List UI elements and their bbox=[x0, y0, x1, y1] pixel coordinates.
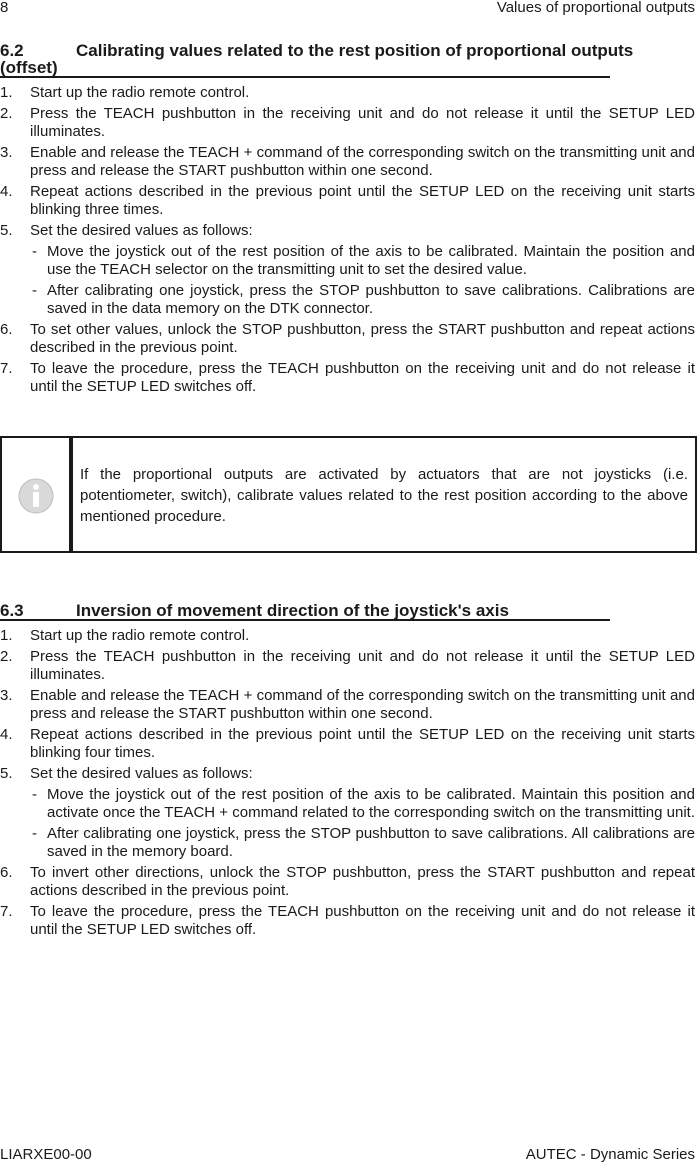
section-heading bbox=[0, 602, 610, 621]
sub-step-text: Move the joystick out of the rest position of the axis to be calibrated. Maintain this position and activate once the TEACH + command related to the corresponding switch on the transmitting unit. bbox=[47, 786, 695, 821]
step-item bbox=[0, 360, 697, 396]
dash-bullet: - bbox=[32, 786, 37, 803]
step-text: Repeat actions described in the previous point until the SETUP LED on the receiving unit starts blinking three times. bbox=[30, 183, 695, 218]
step-item bbox=[0, 183, 697, 219]
step-text: Press the TEACH pushbutton in the receiving unit and do not release it until the SETUP LED illuminates. bbox=[30, 105, 695, 140]
step-number: 6. bbox=[0, 864, 13, 881]
sub-step-item bbox=[30, 282, 695, 318]
sub-step-list bbox=[30, 243, 695, 318]
step-text: To leave the procedure, press the TEACH pushbutton on the receiving unit and do not release it until the SETUP LED switches off. bbox=[30, 903, 695, 938]
section-number: 6.2 bbox=[0, 41, 24, 60]
section-heading bbox=[0, 41, 634, 78]
step-number: 5. bbox=[0, 222, 13, 239]
section-6-3 bbox=[0, 602, 697, 939]
step-text: Start up the radio remote control. bbox=[30, 627, 250, 644]
step-number: 4. bbox=[0, 726, 13, 743]
step-number: 2. bbox=[0, 105, 13, 122]
section-title: Calibrating values related to the rest position of proportional outputs bbox=[76, 41, 634, 60]
sub-step-item bbox=[30, 825, 695, 861]
step-number: 7. bbox=[0, 360, 13, 377]
sub-step-item bbox=[30, 243, 695, 279]
section-title: Inversion of movement direction of the joystick's axis bbox=[76, 601, 509, 620]
page-header bbox=[0, 0, 697, 22]
step-item bbox=[0, 726, 697, 762]
note-text: If the proportional outputs are activated by actuators that are not joysticks (i.e. potentiometer, switch), calibrate values related to the rest position according to the above mentioned procedure. bbox=[80, 466, 688, 525]
sub-step-text: After calibrating one joystick, press the STOP pushbutton to save calibrations. Calibrations are saved in the data memory on the DTK connector. bbox=[47, 282, 695, 317]
step-text: Set the desired values as follows: bbox=[30, 222, 253, 239]
dash-bullet: - bbox=[32, 825, 37, 842]
step-number: 2. bbox=[0, 648, 13, 665]
dash-bullet: - bbox=[32, 282, 37, 299]
company-name: AUTEC - Dynamic Series bbox=[525, 1146, 695, 1163]
step-item bbox=[0, 222, 697, 318]
step-item bbox=[0, 144, 697, 180]
step-text: To invert other directions, unlock the STOP pushbutton, press the START pushbutton and repeat actions described in the previous point. bbox=[30, 864, 695, 899]
step-item bbox=[0, 84, 697, 102]
step-item bbox=[0, 105, 697, 141]
step-number: 5. bbox=[0, 765, 13, 782]
section-number: 6.3 bbox=[0, 601, 24, 620]
step-item bbox=[0, 687, 697, 723]
step-item bbox=[0, 648, 697, 684]
document-code: LIARXE00-00 bbox=[0, 1146, 92, 1163]
step-text: Start up the radio remote control. bbox=[30, 84, 250, 101]
page-number: 8 bbox=[0, 0, 9, 16]
step-text: Repeat actions described in the previous point until the SETUP LED on the receiving unit starts blinking four times. bbox=[30, 726, 695, 761]
note-icon-cell bbox=[0, 436, 71, 553]
sub-step-text: Move the joystick out of the rest position of the axis to be calibrated. Maintain the position and use the TEACH selector on the transmitting unit to set the desired value. bbox=[47, 243, 695, 278]
step-item bbox=[0, 627, 697, 645]
running-title: Values of proportional outputs bbox=[496, 0, 695, 16]
sub-step-text: After calibrating one joystick, press the STOP pushbutton to save calibrations. All calibrations are saved in the memory board. bbox=[47, 825, 695, 860]
step-number: 1. bbox=[0, 627, 13, 644]
step-item bbox=[0, 765, 697, 861]
step-item bbox=[0, 903, 697, 939]
section-6-2 bbox=[0, 42, 697, 396]
step-item bbox=[0, 864, 697, 900]
info-note bbox=[0, 436, 697, 553]
info-icon bbox=[16, 476, 56, 516]
note-text-cell bbox=[71, 436, 697, 553]
step-list bbox=[0, 84, 697, 396]
sub-step-list bbox=[30, 786, 695, 861]
step-text: Set the desired values as follows: bbox=[30, 765, 253, 782]
step-number: 7. bbox=[0, 903, 13, 920]
step-text: Enable and release the TEACH + command of the corresponding switch on the transmitting unit and press and release the START pushbutton within one second. bbox=[30, 687, 695, 722]
step-number: 6. bbox=[0, 321, 13, 338]
step-number: 1. bbox=[0, 84, 13, 101]
section-title-continued: (offset) bbox=[0, 58, 58, 77]
step-number: 3. bbox=[0, 144, 13, 161]
step-number: 4. bbox=[0, 183, 13, 200]
step-text: Press the TEACH pushbutton in the receiving unit and do not release it until the SETUP LED illuminates. bbox=[30, 648, 695, 683]
step-text: Enable and release the TEACH + command of the corresponding switch on the transmitting unit and press and release the START pushbutton within one second. bbox=[30, 144, 695, 179]
sub-step-item bbox=[30, 786, 695, 822]
step-list bbox=[0, 627, 697, 939]
dash-bullet: - bbox=[32, 243, 37, 260]
step-text: To set other values, unlock the STOP pushbutton, press the START pushbutton and repeat actions described in the previous point. bbox=[30, 321, 695, 356]
step-text: To leave the procedure, press the TEACH pushbutton on the receiving unit and do not release it until the SETUP LED switches off. bbox=[30, 360, 695, 395]
step-item bbox=[0, 321, 697, 357]
step-number: 3. bbox=[0, 687, 13, 704]
